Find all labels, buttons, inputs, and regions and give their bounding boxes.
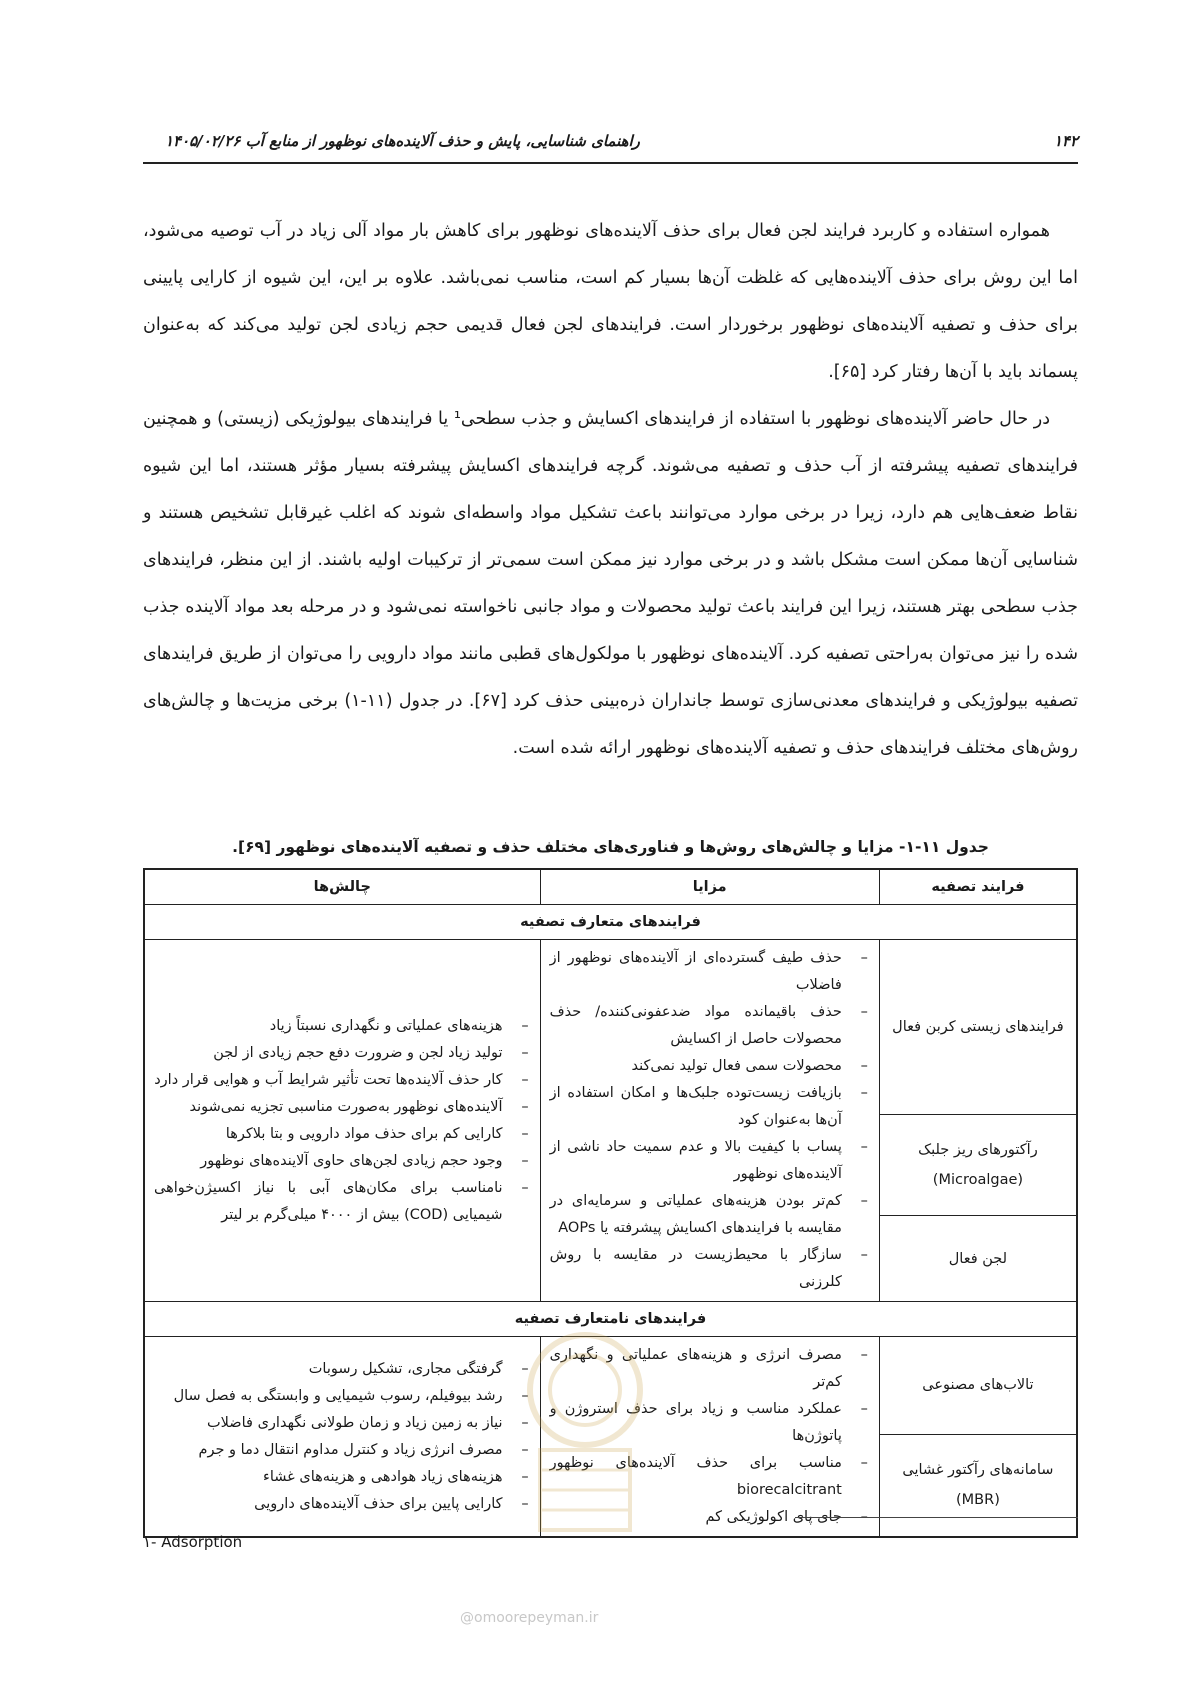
section-title: فرایندهای نامتعارف تصفیه — [144, 1302, 1077, 1337]
table-header-row — [144, 869, 1077, 905]
list-item: – عملکرد مناسب و زیاد برای حذف استروژن و پاتوژن‌ها — [550, 1396, 868, 1450]
paragraph: در حال حاضر آلاینده‌های نوظهور با استفاده از فرایندهای اکسایش و جذب سطحی¹ یا فرایندهای بیولوژیکی (زیستی) و همچنین فرایندهای تصفیه پیشرفته از آب حذف و تصفیه می‌شوند. گرچه فرایندهای اکسایش پیشرفته بسیار مؤثر هستند، اما این شیوه نقاط ضعف‌هایی هم دارد، زیرا در برخی موارد می‌توانند باعث تشکیل مواد واسطه‌ای شوند که اغلب غیرقابل تشخیص هستند و شناسایی آن‌ها ممکن است مشکل باشد و در برخی موارد نیز ممکن است سمی‌تر از ترکیبات اولیه باشند. از این منظر، فرایندهای جذب سطحی بهتر هستند، زیرا این فرایند باعث تولید محصولات و مواد جانبی ناخواسته نمی‌شود و در مرحله بعد مواد آلاینده جذب شده را نیز می‌توان به‌راحتی تصفیه کرد. آلاینده‌های نوظهور با مولکول‌های قطبی مانند مواد دارویی را می‌توان از طریق فرایندهای تصفیه بیولوژیکی و فرایندهای معدنی‌سازی توسط جانداران ذره‌بینی حذف کرد [۶۷]. در جدول (۱۱-۱) برخی مزیت‌ها و چالش‌های روش‌های مختلف فرایندهای حذف و تصفیه آلاینده‌های نوظهور ارائه شده است. — [143, 409, 1078, 758]
list-item: – سازگار با محیط‌زیست در مقایسه با روش کلرزنی — [550, 1242, 868, 1296]
header-title: راهنمای شناسایی، پایش و حذف آلاینده‌های نوظهور از منابع آب — [245, 132, 640, 150]
table-row — [144, 940, 1077, 1115]
list-item: – جای پای اکولوژیکی کم — [550, 1504, 868, 1531]
process-cell: فرایندهای زیستی کربن فعال — [879, 940, 1077, 1115]
table-caption: جدول ۱۱-۱- مزایا و چالش‌های روش‌ها و فناوری‌های مختلف حذف و تصفیه آلاینده‌های نوظهور [۶۹]. — [232, 838, 989, 856]
list-item: – تولید زیاد لجن و ضرورت دفع حجم زیادی از لجن — [154, 1040, 529, 1067]
list-item: – پساب با کیفیت بالا و عدم سمیت حاد ناشی از آلاینده‌های نوظهور — [550, 1134, 868, 1188]
process-cell: رآکتورهای ریز جلبک (Microalgae) — [879, 1114, 1077, 1216]
list-item: – هزینه‌های عملیاتی و نگهداری نسبتاً زیاد — [154, 1013, 529, 1040]
list-item: – وجود حجم زیادی لجن‌های حاوی آلاینده‌های نوظهور — [154, 1148, 529, 1175]
process-cell: لجن فعال — [879, 1216, 1077, 1302]
footnote-divider — [795, 1517, 1078, 1518]
paragraph: همواره استفاده و کاربرد فرایند لجن فعال برای حذف آلاینده‌های نوظهور برای کاهش بار مواد آلی زیاد در آب توصیه می‌شود، اما این روش برای حذف آلاینده‌هایی که غلظت آن‌ها بسیار کم است، مناسب نمی‌باشد. علاوه بر این، این شیوه از کارایی پایینی برای حذف و تصفیه آلاینده‌های نوظهور برخوردار است. فرایندهای لجن فعال قدیمی حجم زیادی لجن تولید می‌کند که به‌عنوان پسماند باید با آن‌ها رفتار کرد [۶۵]. — [143, 221, 1078, 382]
list-item: – مصرف انرژی و هزینه‌های عملیاتی و نگهداری کم‌تر — [550, 1342, 868, 1396]
list-item: – بازیافت زیست‌توده جلبک‌ها و امکان استفاده از آن‌ها به‌عنوان کود — [550, 1080, 868, 1134]
process-cell: تالاب‌های مصنوعی — [879, 1337, 1077, 1435]
challenges-cell — [144, 1337, 540, 1538]
page-header — [143, 128, 1078, 164]
page-number: ۱۴۲ — [1053, 132, 1078, 150]
list-item: – مناسب برای حذف آلاینده‌های نوظهور biorecalcitrant — [550, 1450, 868, 1504]
process-cell: سامانه‌های رآکتور غشایی (MBR) — [879, 1434, 1077, 1537]
list-item: – نیاز به زمین زیاد و زمان طولانی نگهداری فاضلاب — [154, 1410, 529, 1437]
list-item: – کارایی پایین برای حذف آلاینده‌های دارویی — [154, 1491, 529, 1518]
list-item: – نامناسب برای مکان‌های آبی با نیاز اکسیژن‌خواهی شیمیایی (COD) بیش از ۴۰۰۰ میلی‌گرم بر لیتر — [154, 1175, 529, 1229]
list-item: – محصولات سمی فعال تولید نمی‌کند — [550, 1053, 868, 1080]
watermark-text: @omoorepeyman.ir — [460, 1610, 599, 1626]
section-row — [144, 905, 1077, 940]
watermark-logo-icon — [500, 1320, 670, 1540]
header-date: ۱۴۰۵/۰۲/۲۶ — [165, 132, 241, 150]
list-item: – کم‌تر بودن هزینه‌های عملیاتی و سرمایه‌ای در مقایسه با فرایندهای اکسایش پیشرفته یا AOPs — [550, 1188, 868, 1242]
header-challenges: چالش‌ها — [144, 869, 540, 905]
list-item: – آلاینده‌های نوظهور به‌صورت مناسبی تجزیه نمی‌شوند — [154, 1094, 529, 1121]
list-item: – حذف طیف گسترده‌ای از آلاینده‌های نوظهور از فاضلاب — [550, 945, 868, 999]
advantages-cell — [540, 940, 879, 1302]
list-item: – گرفتگی مجاری، تشکیل رسوبات — [154, 1356, 529, 1383]
section-title: فرایندهای متعارف تصفیه — [144, 905, 1077, 940]
header-process: فرایند تصفیه — [879, 869, 1077, 905]
list-item: – حذف باقیمانده مواد ضدعفونی‌کننده/ حذف محصولات حاصل از اکسایش — [550, 999, 868, 1053]
list-item: – مصرف انرژی زیاد و کنترل مداوم انتقال دما و جرم — [154, 1437, 529, 1464]
list-item: – هزینه‌های زیاد هوادهی و هزینه‌های غشاء — [154, 1464, 529, 1491]
list-item: – کار حذف آلاینده‌ها تحت تأثیر شرایط آب و هوایی قرار دارد — [154, 1067, 529, 1094]
body-text — [143, 208, 1078, 772]
list-item: – رشد بیوفیلم، رسوب شیمیایی و وابستگی به فصل سال — [154, 1383, 529, 1410]
header-advantages: مزایا — [540, 869, 879, 905]
footnote: ۱- Adsorption — [143, 1533, 243, 1551]
running-header — [143, 132, 640, 150]
challenges-cell — [144, 940, 540, 1302]
list-item: – کارایی کم برای حذف مواد دارویی و بتا بلاکرها — [154, 1121, 529, 1148]
